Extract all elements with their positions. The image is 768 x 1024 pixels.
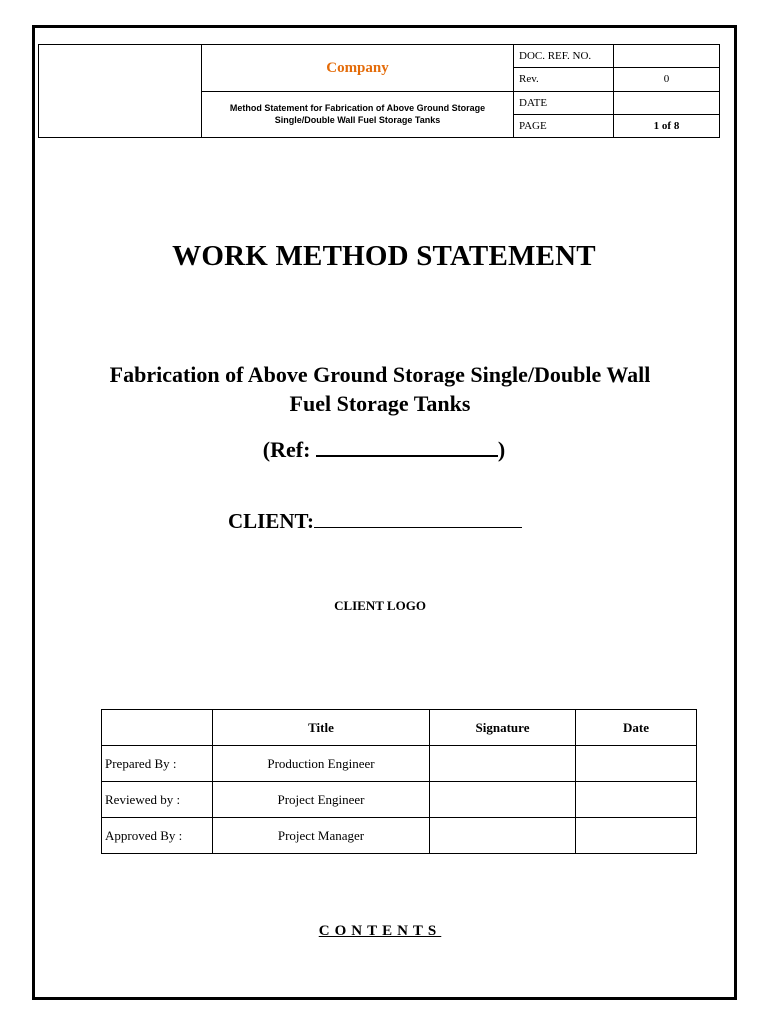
- company-name: Company: [326, 59, 389, 76]
- role-cell: Prepared By :: [102, 746, 213, 782]
- subtitle-line-1: Fabrication of Above Ground Storage Single/Double Wall: [109, 362, 651, 387]
- page-title: WORK METHOD STATEMENT: [172, 240, 596, 272]
- description-line-2: Single/Double Wall Fuel Storage Tanks: [274, 115, 441, 126]
- document-description: [202, 91, 514, 138]
- header-date: Date: [576, 710, 697, 746]
- header-title: Title: [213, 710, 430, 746]
- table-row: [102, 818, 697, 854]
- document-subtitle: [50, 360, 710, 418]
- company-cell: [202, 45, 514, 92]
- title-cell: Project Engineer: [213, 782, 430, 818]
- header-blank: [102, 710, 213, 746]
- approval-table: [101, 709, 697, 854]
- company-logo-cell: [39, 45, 202, 138]
- date-cell: [576, 782, 697, 818]
- page-number: 1 of 8: [614, 114, 720, 137]
- date-label: DATE: [514, 91, 614, 114]
- doc-ref-value: [614, 45, 720, 68]
- contents-heading: CONTENTS: [318, 923, 442, 939]
- client-logo-placeholder: CLIENT LOGO: [334, 598, 426, 613]
- header-signature: Signature: [430, 710, 576, 746]
- title-cell: Project Manager: [213, 818, 430, 854]
- table-row: [102, 746, 697, 782]
- date-cell: [576, 746, 697, 782]
- role-cell: Approved By :: [102, 818, 213, 854]
- client-line: [228, 505, 522, 534]
- page-label: PAGE: [514, 114, 614, 137]
- client-label: CLIENT:: [228, 509, 314, 533]
- signature-cell: [430, 782, 576, 818]
- rev-value: 0: [614, 68, 720, 91]
- doc-ref-label: DOC. REF. NO.: [514, 45, 614, 68]
- document-header: [38, 44, 720, 138]
- signature-cell: [430, 818, 576, 854]
- subtitle-line-2: Fuel Storage Tanks: [289, 391, 471, 416]
- role-cell: Reviewed by :: [102, 782, 213, 818]
- date-value: [614, 91, 720, 114]
- client-blank: [314, 505, 522, 528]
- table-row: [102, 782, 697, 818]
- date-cell: [576, 818, 697, 854]
- reference-line: [0, 431, 768, 463]
- rev-label: Rev.: [514, 68, 614, 91]
- ref-blank: [316, 431, 498, 457]
- table-header-row: [102, 710, 697, 746]
- description-line-1: Method Statement for Fabrication of Above Ground Storage: [229, 103, 486, 114]
- title-cell: Production Engineer: [213, 746, 430, 782]
- signature-cell: [430, 746, 576, 782]
- ref-prefix: (Ref:: [262, 437, 316, 462]
- ref-suffix: ): [497, 437, 506, 462]
